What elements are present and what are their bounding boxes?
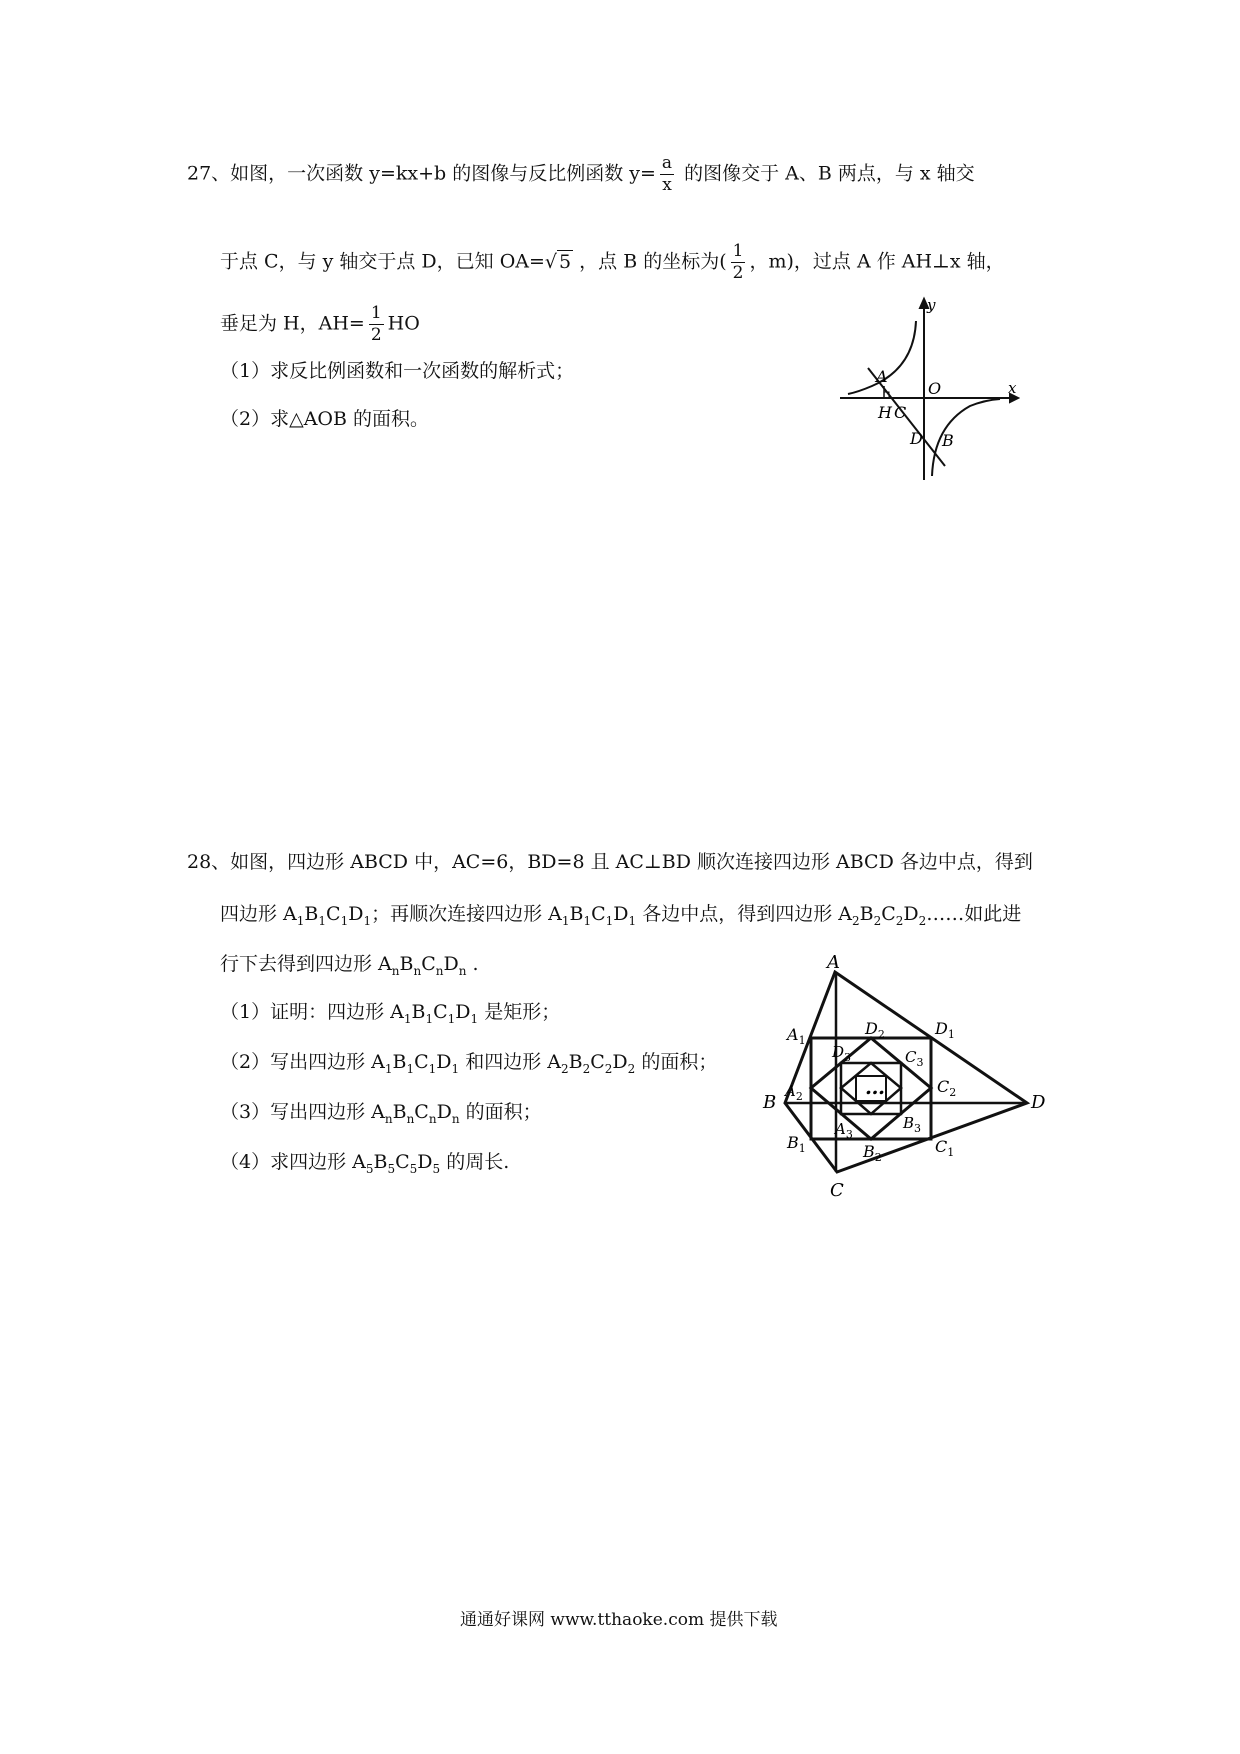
- fraction-one-half: $\frac{1}{2}$: [732, 241, 744, 283]
- fig-label-B1: $B_1$: [787, 1133, 806, 1155]
- q27-line-3: 垂足为 H，AH= $\frac{1}{2}$ HO: [220, 303, 420, 345]
- fig-dots: …: [865, 1075, 885, 1099]
- fig-label-D1: $D_1$: [935, 1019, 955, 1041]
- fig-label-D: D: [1031, 1092, 1046, 1113]
- q28-line-3: 行下去得到四边形 $A_nB_nC_nD_n$ .: [220, 953, 479, 978]
- sqrt-5: √ 5: [544, 250, 572, 273]
- fig-label-H: H: [878, 403, 892, 422]
- fig-label-B: B: [942, 431, 954, 450]
- q28-subquestion-2: （2）写出四边形 $A_1B_1C_1D_1$ 和四边形 $A_2B_2C_2D_2$ 的面积；: [220, 1051, 718, 1076]
- fig-label-B3: $B_3$: [903, 1114, 922, 1135]
- q27-line-1: 27、如图，一次函数 y=kx+b 的图像与反比例函数 y= $\frac{a}{x}$ 的图像交于 A、B 两点，与 x 轴交: [187, 153, 975, 195]
- q28-line-2: 四边形 $A_1B_1C_1D_1$；再顺次连接四边形 $A_1B_1C_1D_1$ 各边中点，得到四边形 $A_2B_2C_2D_2\dots\dots$如此进: [220, 903, 1022, 928]
- fig-label-C1: $C_1$: [935, 1137, 955, 1159]
- fig-label-B: B: [763, 1092, 777, 1113]
- q27-subquestion-2: （2）求△AOB 的面积。: [220, 408, 430, 430]
- fig-label-B2: $B_2$: [863, 1142, 882, 1164]
- fig-label-D: D: [910, 429, 923, 448]
- fig-label-D3: $D_3$: [832, 1043, 852, 1064]
- q28-line-1: 28、如图，四边形 ABCD 中，AC=6，BD=8 且 AC⊥BD 顺次连接四边形 ABCD 各边中点，得到: [187, 851, 1033, 873]
- fig-label-C3: $C_3$: [905, 1048, 924, 1069]
- page-footer: 通通好课网 www.tthaoke.com 提供下载: [460, 1610, 778, 1630]
- fig-label-A: A: [827, 952, 840, 973]
- fig-label-C2: $C_2$: [937, 1077, 957, 1099]
- fraction-a-over-x: $\frac{a}{x}$: [661, 153, 673, 195]
- q27-figure: [830, 296, 1020, 486]
- fig-label-A3: $A_3$: [835, 1120, 853, 1141]
- q27-subquestion-1: （1）求反比例函数和一次函数的解析式；: [220, 360, 575, 382]
- fig-label-y: y: [927, 296, 936, 314]
- fig-label-C: C: [894, 403, 907, 422]
- fig-label-x: x: [1008, 379, 1017, 397]
- fig-label-D2: $D_2$: [865, 1019, 885, 1041]
- fig-label-O: O: [928, 379, 942, 398]
- q28-subquestion-1: （1）证明：四边形 $A_1B_1C_1D_1$ 是矩形；: [220, 1001, 561, 1026]
- fig-label-C: C: [830, 1180, 844, 1201]
- q27-line-2: 于点 C，与 y 轴交于点 D，已知 OA=√ 5 ，点 B 的坐标为( $\frac{1}{2}$ ，m)，过点 A 作 AH⊥x 轴，: [220, 241, 1005, 283]
- fig-label-A1: $A_1$: [787, 1025, 806, 1047]
- fraction-one-half: $\frac{1}{2}$: [370, 303, 382, 345]
- q28-subquestion-3: （3）写出四边形 $A_nB_nC_nD_n$ 的面积；: [220, 1101, 542, 1126]
- q28-figure: [755, 950, 1055, 1210]
- q28-subquestion-4: （4）求四边形 $A_5B_5C_5D_5$ 的周长.: [220, 1151, 510, 1176]
- fig-label-A: A: [876, 367, 888, 386]
- fig-label-A2: $A_2$: [785, 1082, 803, 1103]
